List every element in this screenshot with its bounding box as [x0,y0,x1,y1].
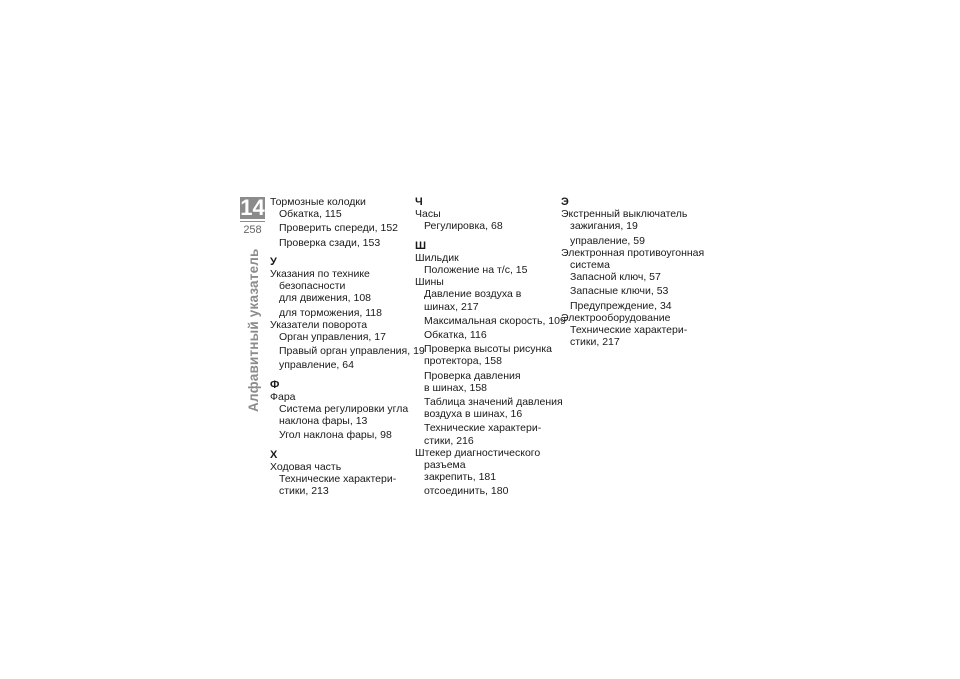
entry-subitem: Угол наклона фары, 98 [279,429,392,442]
entry-subitem: безопасности [279,280,346,293]
entry-heading: Тормозные колодки [270,196,366,208]
entry-subitem: Технические характери- [279,473,397,486]
entry-subitem: Проверить спереди, 152 [279,222,398,235]
entry-subitem: Максимальная скорость, 109 [424,314,566,327]
chapter-tab [240,197,265,239]
entry-subitem: Давление воздуха в [424,288,522,301]
entry-subitem: Проверка сзади, 153 [279,236,381,249]
entry-subitem: Положение на т/с, 15 [424,264,528,277]
index-entry [415,276,565,447]
entry-heading: Штекер диагностического [415,446,541,459]
entry-subitem: воздуха в шинах, 16 [424,408,523,421]
index-entry [415,447,565,498]
letter-heading: Э [561,196,569,208]
entry-subitem: Предупреждение, 34 [570,299,672,312]
entry-subitem: наклона фары, 13 [279,415,368,428]
entry-subitem: стики, 216 [424,434,474,447]
entry-subitem: Обкатка, 115 [279,208,342,221]
entry-subitem: для торможения, 118 [279,306,382,319]
letter-heading: Ч [415,196,423,208]
entry-subitem: отсоединить, 180 [424,485,509,498]
entry-heading: Указатели поворота [270,318,368,331]
index-entry [270,461,420,498]
entry-subitem: Регулировка, 68 [424,220,503,233]
index-entry [270,318,425,372]
tab-divider [240,221,265,222]
entry-subitem: Проверка высоты рисунка [424,343,552,356]
entry-heading: Фара [270,390,296,403]
entry-subitem: для движения, 108 [279,292,371,305]
index-entry [561,247,711,312]
letter-heading: У [270,255,277,268]
index-column-3 [561,196,711,348]
index-entry [415,208,565,232]
index-entry [270,268,420,319]
index-entry [561,208,711,247]
entry-subitem: в шинах, 158 [424,381,488,394]
letter-heading: Ф [270,378,280,391]
letter-heading: Х [270,448,278,461]
entry-subitem: стики, 213 [279,485,329,498]
index-entry [270,196,420,249]
chapter-number: 14 [240,195,265,220]
entry-heading: Электрооборудование [561,311,671,324]
entry-subitem: Проверка давления [424,369,521,382]
entry-subitem: Орган управления, 17 [279,331,386,344]
entry-subitem: Запасные ключи, 53 [570,285,669,298]
entry-heading: Шильдик [415,251,459,264]
entry-subitem: Обкатка, 116 [424,329,487,342]
entry-heading: Указания по технике [270,268,370,281]
entry-heading: Часы [415,208,441,221]
index-column-1 [270,196,425,498]
entry-subitem: система [570,259,610,272]
section-title-vertical: Алфавитный указатель [246,248,261,412]
entry-subitem: разъема [424,459,466,472]
entry-subitem: Запасной ключ, 57 [570,271,661,284]
entry-subitem: управление, 64 [279,359,354,372]
index-column-2 [415,196,565,498]
entry-subitem: закрепить, 181 [424,471,497,484]
entry-heading: Экстренный выключатель [561,208,688,221]
entry-heading: Шины [415,276,444,289]
index-entry [415,252,565,276]
entry-subitem: Технические характери- [424,422,542,435]
entry-subitem: Технические характери- [570,324,688,337]
entry-subitem: управление, 59 [570,234,645,247]
entry-subitem: стики, 217 [570,336,620,349]
index-entry [561,312,711,349]
entry-subitem: протектора, 158 [424,355,502,368]
entry-heading: Ходовая часть [270,460,342,473]
page-number: 258 [243,224,262,236]
entry-subitem: зажигания, 19 [570,220,638,233]
entry-heading: Электронная противоугонная [561,246,705,259]
index-entry [270,391,420,442]
letter-heading: Ш [415,239,427,252]
entry-subitem: шинах, 217 [424,300,479,313]
entry-subitem: Таблица значений давления [424,396,563,409]
entry-subitem: Система регулировки угла [279,403,409,416]
entry-subitem: Правый орган управления, 19 [279,345,425,358]
